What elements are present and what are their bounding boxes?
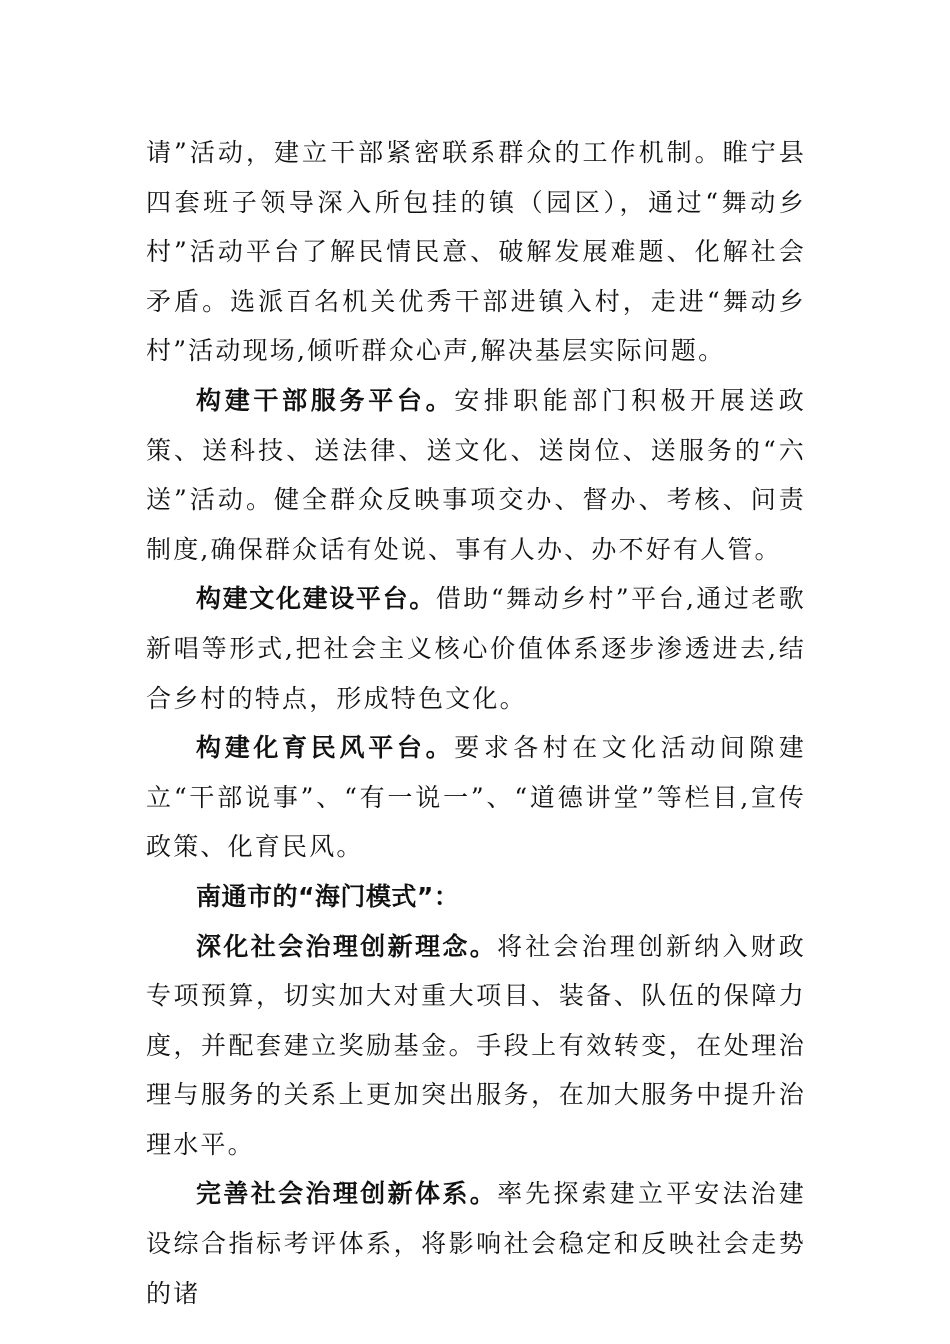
subsection-paragraph-system	[146, 1169, 806, 1318]
section-body: 借助“舞动乡村”平台,通过老歌新唱等形式,把社会主义核心价值体系逐步渗透进去,结合乡村的特点，形成特色文化。	[146, 584, 806, 713]
section-body: 要求各村在文化活动间隙建立“干部说事”、“有一说一”、“道德讲堂”等栏目,宣传政策、化育民风。	[146, 733, 806, 862]
subsection-title: 南通市的“海门模式”：	[196, 881, 460, 911]
section-heading: 构建文化建设平台。	[196, 584, 436, 614]
subsection-heading: 深化社会治理创新理念。	[196, 931, 498, 961]
section-heading: 构建干部服务平台。	[196, 385, 455, 415]
subsection-body: 率先探索建立平安法治建设综合指标考评体系，将影响社会稳定和反映社会走势的诸	[146, 1179, 807, 1308]
section-body: 安排职能部门积极开展送政策、送科技、送法律、送文化、送岗位、送服务的“六送”活动。健全群众反映事项交办、督办、考核、问责制度,确保群众话有处说、事有人办、办不好有人管。	[146, 385, 806, 564]
subsection-body: 将社会治理创新纳入财政专项预算，切实加大对重大项目、装备、队伍的保障力度，并配套建立奖励基金。手段上有效转变，在处理治理与服务的关系上更加突出服务，在加大服务中提升治理水平。	[146, 931, 807, 1159]
section-paragraph-folkways	[146, 723, 806, 872]
intro-paragraph	[146, 128, 806, 376]
section-heading: 构建化育民风平台。	[196, 733, 455, 763]
subsection-heading: 完善社会治理创新体系。	[196, 1179, 498, 1209]
document-body	[146, 128, 806, 1318]
subsection-paragraph-concept	[146, 922, 806, 1170]
section-paragraph-culture	[146, 574, 806, 723]
section-paragraph-cadre-service	[146, 376, 806, 574]
intro-paragraph-text: 请”活动，建立干部紧密联系群众的工作机制。睢宁县四套班子领导深入所包挂的镇（园区），通过“舞动乡村”活动平台了解民情民意、破解发展难题、化解社会矛盾。选派百名机关优秀干部进镇入村，走进“舞动乡村”活动现场,倾听群众心声,解决基层实际问题。	[146, 138, 806, 366]
